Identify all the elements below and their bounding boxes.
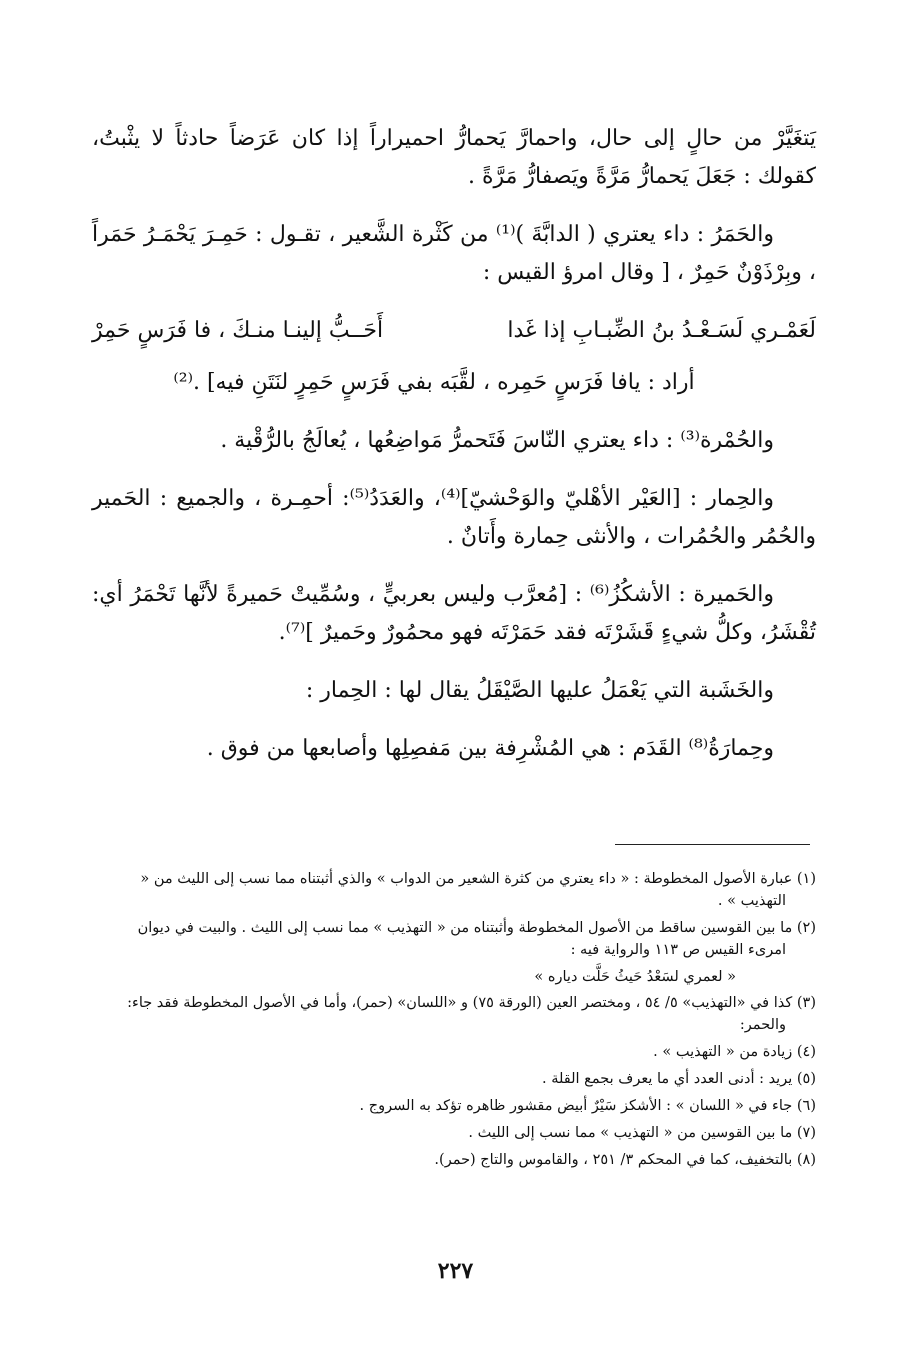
footnote-7: (٧) ما بين القوسين من « التهذيب » مما نسب إلى الليث . bbox=[468, 1125, 816, 1141]
page-number: ٢٢٧ bbox=[437, 1258, 474, 1284]
footnote-6: (٦) جاء في « اللسان » : الأشكز سَيْرٌ أبيض مقشور ظاهره تؤكد به السروج . bbox=[359, 1098, 816, 1114]
paragraph-4: والحُمْرة⁽³⁾ : داء يعتري النّاسَ فَتَحمرُّ مَواضِعُها ، يُعالَجُ بالرُّقْية . bbox=[220, 428, 774, 453]
paragraph-2: والحَمَرُ : داء يعتري ( الدابَّةَ )⁽¹⁾ من كَثْرة الشَّعير ، تقـول : حَمِـرَ يَحْمَـرُ حَمَراً ، وبِرْذَوْنٌ حَمِرٌ ، [ وقال امرؤ القيس : bbox=[92, 222, 816, 285]
footnote-3: (٣) كذا في «التهذيب» ٥/ ٥٤ ، ومختصر العين (الورقة ٧٥) و «اللسان» (حمر)، وأما في الأصول المخطوطة فقد جاء: والحمر: bbox=[127, 995, 816, 1033]
footnote-8: (٨) بالتخفيف، كما في المحكم ٣/ ٢٥١ ، والقاموس والتاج (حمر). bbox=[434, 1152, 816, 1168]
main-text bbox=[92, 120, 816, 788]
footnote-4: (٤) زيادة من « التهذيب » . bbox=[653, 1044, 816, 1060]
footnote-2-verse: « لعمري لسَعْدُ حَيثُ حَلَّت دياره » bbox=[534, 969, 736, 985]
paragraph-5: والحِمار : [العَيْر الأهْليّ والوَحْشيّ]⁽⁴⁾، والعَدَدُ⁽⁵⁾: أحمِـرة ، والجميع : الحَمير والحُمُر والحُمُرات ، والأنثى حِمارة وأَتانٌ . bbox=[92, 486, 816, 549]
footnote-separator bbox=[615, 844, 810, 845]
verse-second-hemistich: أَحَــبُّ إلينـا منـكَ ، فا فَرَسٍ حَمِرْ bbox=[92, 318, 384, 343]
paragraph-8: وحِمارَةُ⁽⁸⁾ القَدَم : هي المُشْرِفة بين مَفصِلِها وأصابعها من فوق . bbox=[206, 736, 774, 761]
footnote-5: (٥) يريد : أدنى العدد أي ما يعرف بجمع القلة . bbox=[542, 1071, 816, 1087]
footnote-2: (٢) ما بين القوسين ساقط من الأصول المخطوطة وأثبتناه من « التهذيب » مما نسب إلى الليث . والبيت في ديوان امرىء القيس ص ١١٣ والرواية فيه : bbox=[137, 920, 816, 958]
paragraph-7: والخَشَبة التي يَعْمَلُ عليها الصَّيْقَلُ يقال لها : الحِمار : bbox=[305, 678, 774, 703]
paragraph-3: أراد : يافا فَرَسٍ حَمِره ، لقَّبَه بفي فَرَسٍ حَمِرٍ لنَتَنِ فيه] .⁽²⁾ bbox=[173, 370, 695, 395]
paragraph-6: والحَميرة : الأشكُزُ⁽⁶⁾ : [مُعرَّب وليس بعربيٍّ ، وسُمِّيتْ حَميرةً لأنَّها تَحْمَرُ أي: تُقْشَرُ، وكلُّ شيءٍ قَشَرْتَه فقد حَمَرْتَه فهو محمُورٌ وحَميرٌ ]⁽⁷⁾. bbox=[92, 582, 816, 645]
footnote-1: (١) عبارة الأصول المخطوطة : « داء يعتري من كثرة الشعير من الدواب » والذي أثبتناه مما نسب إلى الليث من « التهذيب » . bbox=[140, 871, 816, 909]
paragraph-1: يَتغَيَّرْ من حالٍ إلى حال، واحمارَّ يَحمارُّ احميراراً إذا كان عَرَضاً حادثاً لا يثْبتُ، كقولك : جَعَلَ يَحمارُّ مَرَّةً ويَصفارُّ مَرَّةً . bbox=[92, 126, 816, 189]
footnotes bbox=[108, 868, 816, 1176]
verse-first-hemistich: لَعَمْـري لَسَـعْـدُ بنُ الضِّبـابِ إذا غَدا bbox=[507, 318, 816, 343]
poem-verse bbox=[92, 312, 816, 350]
